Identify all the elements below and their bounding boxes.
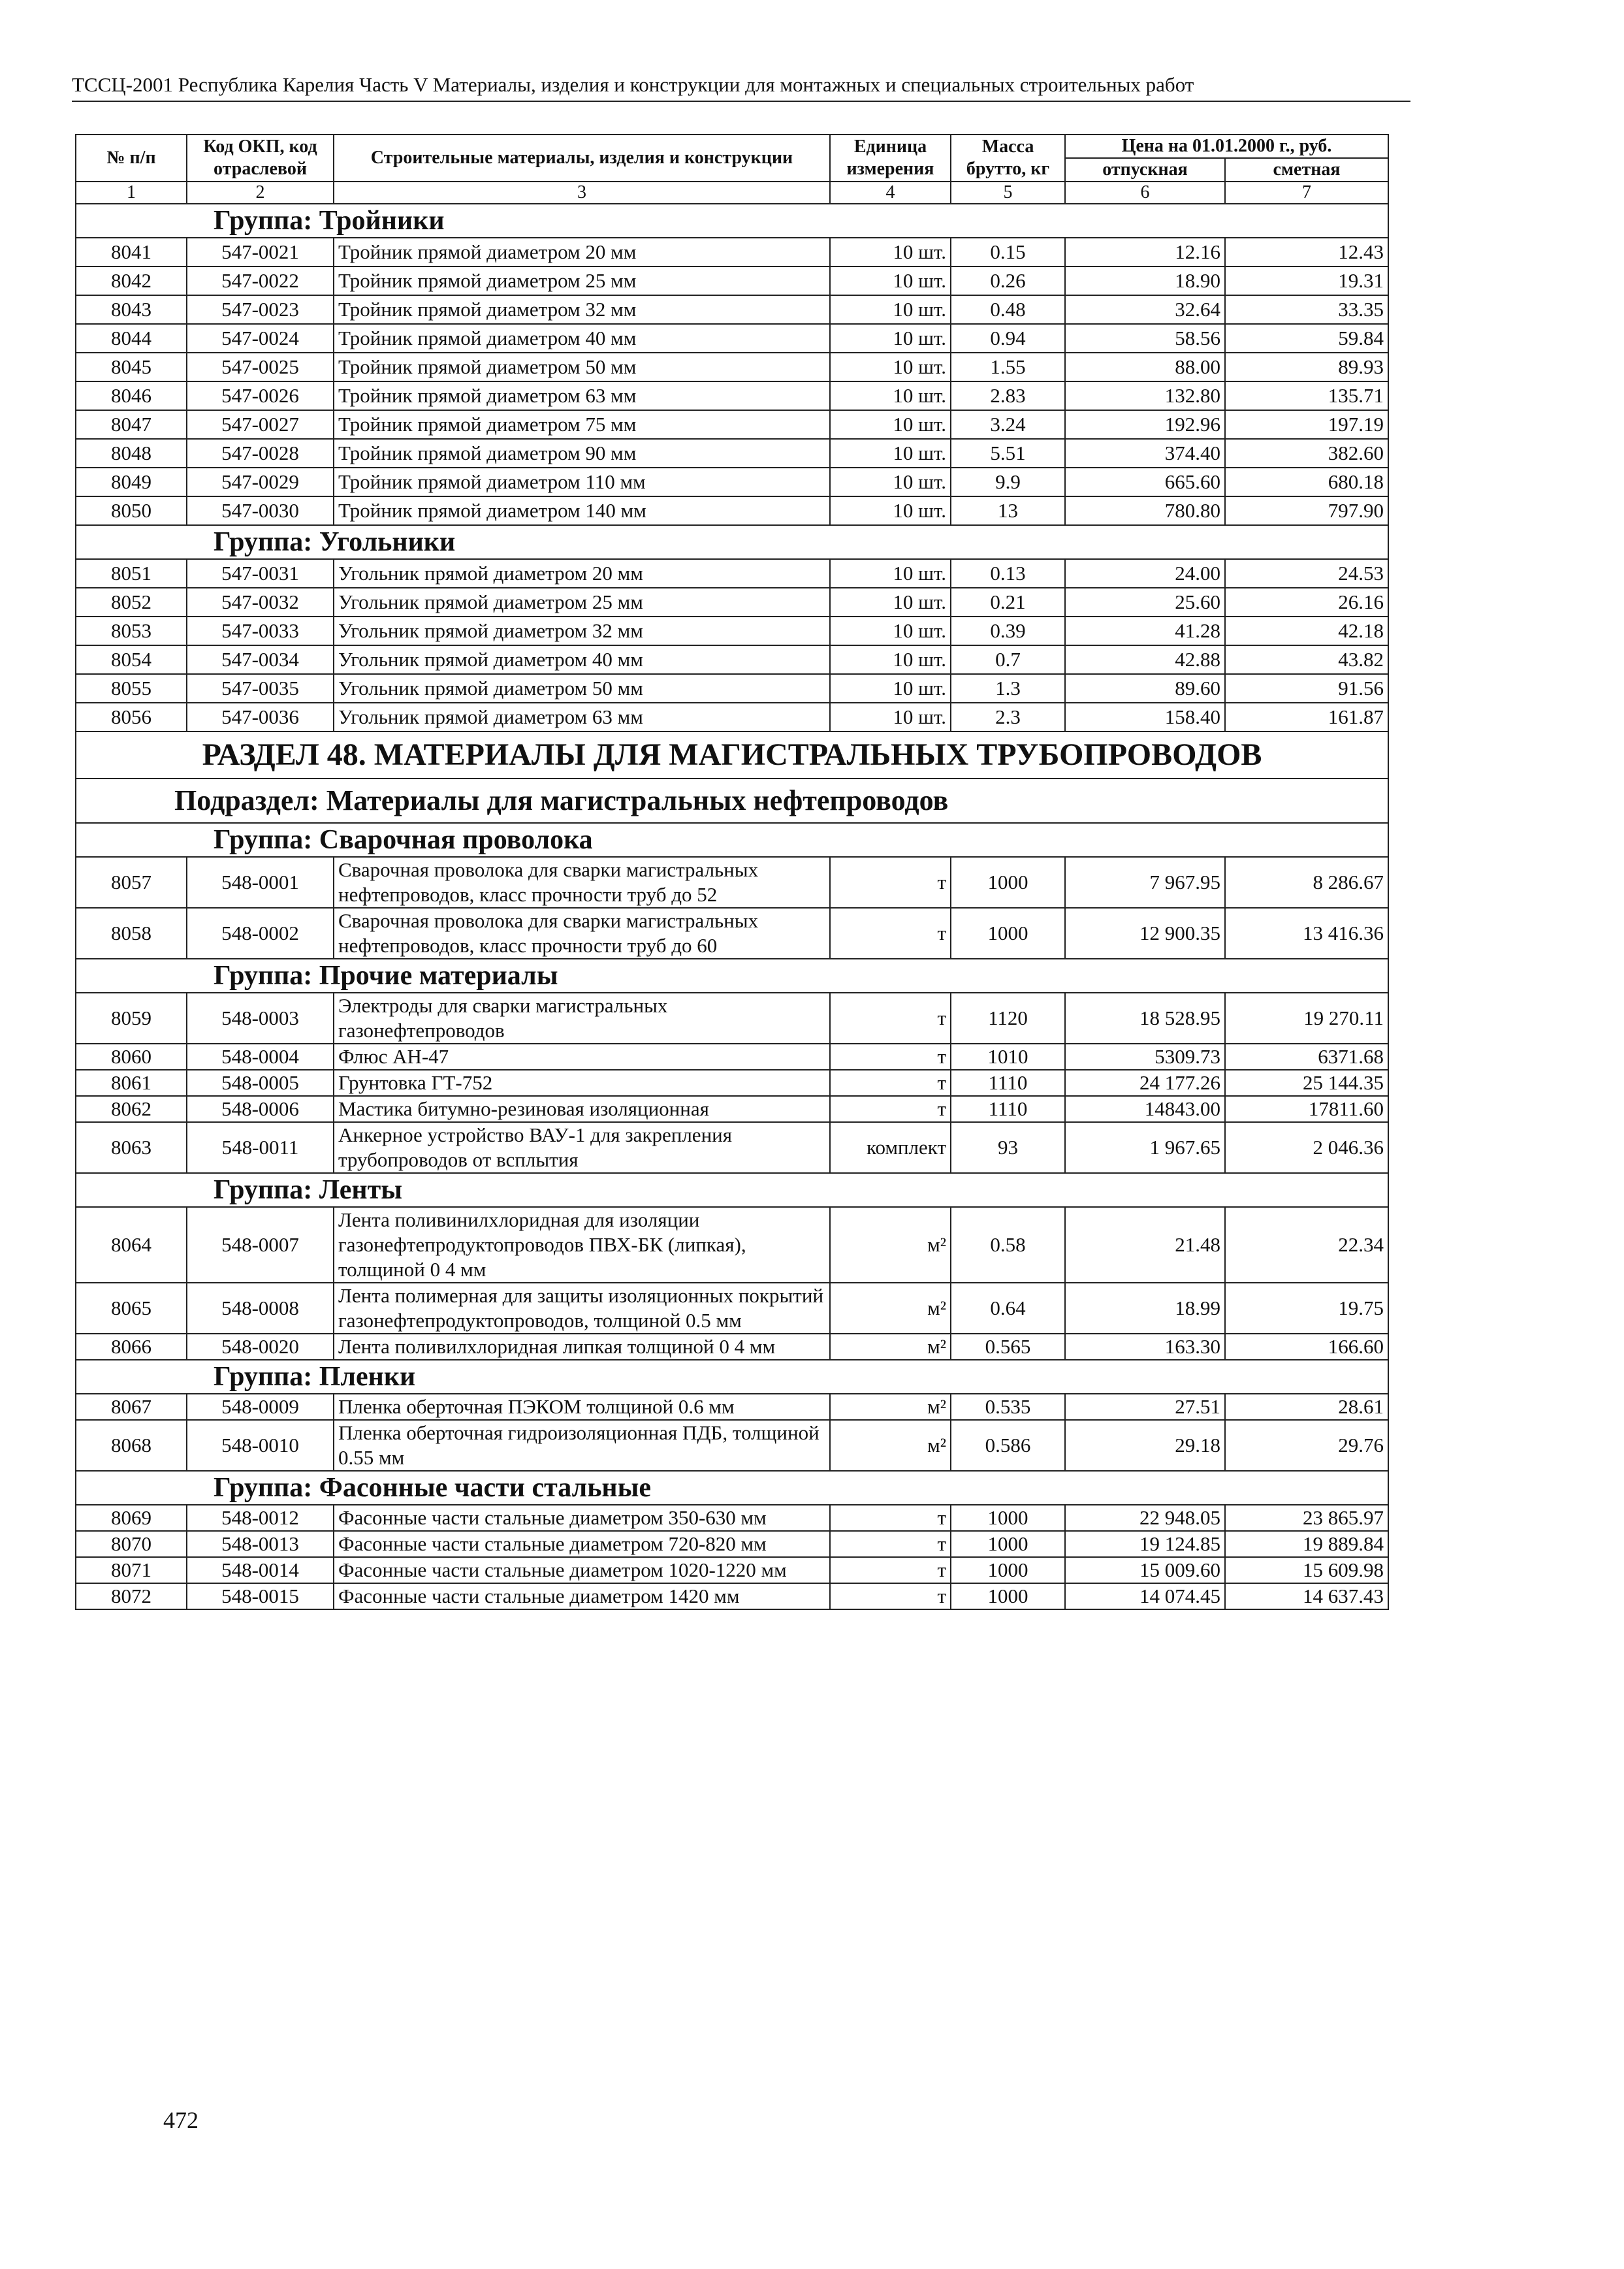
cell-n: 8058 bbox=[76, 908, 187, 959]
cell-code: 547-0022 bbox=[187, 266, 334, 295]
table-row bbox=[76, 353, 1388, 381]
table-row bbox=[76, 1096, 1388, 1122]
cell-code: 547-0023 bbox=[187, 295, 334, 324]
cell-name: Флюс АН-47 bbox=[334, 1044, 830, 1070]
cell-release: 21.48 bbox=[1065, 1207, 1225, 1283]
cell-n: 8056 bbox=[76, 703, 187, 732]
table-row bbox=[76, 1505, 1388, 1531]
col-number: 5 bbox=[951, 182, 1065, 204]
column-number-row bbox=[76, 182, 1388, 204]
cell-unit: 10 шт. bbox=[830, 266, 951, 295]
col-number: 6 bbox=[1065, 182, 1225, 204]
cell-mass: 0.7 bbox=[951, 645, 1065, 674]
cell-release: 41.28 bbox=[1065, 617, 1225, 645]
cell-mass: 1110 bbox=[951, 1096, 1065, 1122]
table-row bbox=[76, 1583, 1388, 1609]
cell-unit: м² bbox=[830, 1207, 951, 1283]
cell-code: 548-0013 bbox=[187, 1531, 334, 1557]
cell-mass: 93 bbox=[951, 1122, 1065, 1173]
cell-release: 32.64 bbox=[1065, 295, 1225, 324]
cell-unit: комплект bbox=[830, 1122, 951, 1173]
cell-name: Тройник прямой диаметром 75 мм bbox=[334, 410, 830, 439]
cell-code: 547-0028 bbox=[187, 439, 334, 468]
cell-code: 547-0025 bbox=[187, 353, 334, 381]
table-row bbox=[76, 1122, 1388, 1173]
cell-code: 548-0003 bbox=[187, 993, 334, 1044]
cell-estimate: 19 889.84 bbox=[1225, 1531, 1388, 1557]
cell-release: 18 528.95 bbox=[1065, 993, 1225, 1044]
cell-unit: 10 шт. bbox=[830, 674, 951, 703]
cell-code: 548-0009 bbox=[187, 1394, 334, 1420]
cell-mass: 1000 bbox=[951, 1531, 1065, 1557]
cell-mass: 1010 bbox=[951, 1044, 1065, 1070]
table-row bbox=[76, 1070, 1388, 1096]
cell-release: 12 900.35 bbox=[1065, 908, 1225, 959]
cell-release: 58.56 bbox=[1065, 324, 1225, 353]
cell-release: 24 177.26 bbox=[1065, 1070, 1225, 1096]
cell-release: 374.40 bbox=[1065, 439, 1225, 468]
cell-release: 192.96 bbox=[1065, 410, 1225, 439]
page-header: ТССЦ-2001 Республика Карелия Часть V Материалы, изделия и конструкции для монтажных и специальных строительных работ bbox=[72, 73, 1410, 102]
cell-n: 8043 bbox=[76, 295, 187, 324]
cell-code: 547-0021 bbox=[187, 238, 334, 266]
cell-n: 8071 bbox=[76, 1557, 187, 1583]
cell-estimate: 17811.60 bbox=[1225, 1096, 1388, 1122]
cell-mass: 1000 bbox=[951, 1505, 1065, 1531]
cell-unit: т bbox=[830, 1557, 951, 1583]
cell-estimate: 25 144.35 bbox=[1225, 1070, 1388, 1096]
cell-release: 19 124.85 bbox=[1065, 1531, 1225, 1557]
cell-mass: 0.39 bbox=[951, 617, 1065, 645]
cell-estimate: 13 416.36 bbox=[1225, 908, 1388, 959]
col-header-unit: Единица измерения bbox=[830, 135, 951, 182]
table-row bbox=[76, 266, 1388, 295]
cell-unit: м² bbox=[830, 1283, 951, 1334]
cell-estimate: 19.31 bbox=[1225, 266, 1388, 295]
cell-name: Мастика битумно-резиновая изоляционная bbox=[334, 1096, 830, 1122]
cell-mass: 1000 bbox=[951, 1583, 1065, 1609]
cell-name: Тройник прямой диаметром 40 мм bbox=[334, 324, 830, 353]
cell-unit: т bbox=[830, 1070, 951, 1096]
cell-release: 89.60 bbox=[1065, 674, 1225, 703]
cell-unit: т bbox=[830, 1096, 951, 1122]
cell-code: 547-0026 bbox=[187, 381, 334, 410]
cell-name: Тройник прямой диаметром 63 мм bbox=[334, 381, 830, 410]
cell-code: 547-0033 bbox=[187, 617, 334, 645]
table-row bbox=[76, 703, 1388, 732]
cell-n: 8052 bbox=[76, 588, 187, 617]
col-header-estimate: сметная bbox=[1225, 158, 1388, 182]
table-row bbox=[76, 588, 1388, 617]
cell-name: Сварочная проволока для сварки магистральных нефтепроводов, класс прочности труб до 52 bbox=[334, 857, 830, 908]
cell-unit: 10 шт. bbox=[830, 353, 951, 381]
table-row bbox=[76, 324, 1388, 353]
cell-code: 548-0005 bbox=[187, 1070, 334, 1096]
cell-release: 18.99 bbox=[1065, 1283, 1225, 1334]
cell-n: 8047 bbox=[76, 410, 187, 439]
cell-release: 15 009.60 bbox=[1065, 1557, 1225, 1583]
col-header-mass: Масса брутто, кг bbox=[951, 135, 1065, 182]
cell-mass: 0.15 bbox=[951, 238, 1065, 266]
section-heading: РАЗДЕЛ 48. МАТЕРИАЛЫ ДЛЯ МАГИСТРАЛЬНЫХ ТРУБОПРОВОДОВ bbox=[76, 732, 1388, 779]
table-row bbox=[76, 439, 1388, 468]
cell-mass: 1000 bbox=[951, 857, 1065, 908]
cell-code: 547-0030 bbox=[187, 496, 334, 525]
cell-estimate: 19 270.11 bbox=[1225, 993, 1388, 1044]
cell-estimate: 8 286.67 bbox=[1225, 857, 1388, 908]
cell-estimate: 89.93 bbox=[1225, 353, 1388, 381]
group-heading-row bbox=[76, 1173, 1388, 1207]
cell-estimate: 12.43 bbox=[1225, 238, 1388, 266]
table-row bbox=[76, 645, 1388, 674]
cell-unit: т bbox=[830, 1044, 951, 1070]
cell-n: 8059 bbox=[76, 993, 187, 1044]
cell-unit: 10 шт. bbox=[830, 439, 951, 468]
cell-n: 8067 bbox=[76, 1394, 187, 1420]
cell-mass: 0.26 bbox=[951, 266, 1065, 295]
cell-release: 25.60 bbox=[1065, 588, 1225, 617]
cell-name: Лента поливинилхлоридная для изоляции газонефтепродуктопроводов ПВХ-БК (липкая), толщиной 0 4 мм bbox=[334, 1207, 830, 1283]
cell-name: Тройник прямой диаметром 140 мм bbox=[334, 496, 830, 525]
table-row bbox=[76, 295, 1388, 324]
cell-code: 548-0020 bbox=[187, 1334, 334, 1360]
cell-name: Пленка оберточная ПЭКОМ толщиной 0.6 мм bbox=[334, 1394, 830, 1420]
cell-unit: 10 шт. bbox=[830, 324, 951, 353]
table-row bbox=[76, 1334, 1388, 1360]
cell-n: 8053 bbox=[76, 617, 187, 645]
cell-mass: 0.94 bbox=[951, 324, 1065, 353]
cell-n: 8060 bbox=[76, 1044, 187, 1070]
cell-name: Грунтовка ГТ-752 bbox=[334, 1070, 830, 1096]
cell-release: 7 967.95 bbox=[1065, 857, 1225, 908]
cell-estimate: 15 609.98 bbox=[1225, 1557, 1388, 1583]
table-row bbox=[76, 993, 1388, 1044]
cell-code: 548-0014 bbox=[187, 1557, 334, 1583]
cell-name: Тройник прямой диаметром 110 мм bbox=[334, 468, 830, 496]
cell-n: 8070 bbox=[76, 1531, 187, 1557]
cell-release: 27.51 bbox=[1065, 1394, 1225, 1420]
cell-unit: 10 шт. bbox=[830, 295, 951, 324]
group-heading: Группа: Угольники bbox=[76, 525, 1388, 559]
col-number: 7 bbox=[1225, 182, 1388, 204]
cell-mass: 1120 bbox=[951, 993, 1065, 1044]
cell-estimate: 59.84 bbox=[1225, 324, 1388, 353]
cell-code: 548-0006 bbox=[187, 1096, 334, 1122]
cell-mass: 13 bbox=[951, 496, 1065, 525]
group-heading: Группа: Тройники bbox=[76, 204, 1388, 238]
group-heading: Группа: Ленты bbox=[76, 1173, 1388, 1207]
table-body bbox=[76, 204, 1388, 1609]
cell-n: 8049 bbox=[76, 468, 187, 496]
group-heading-row bbox=[76, 1471, 1388, 1505]
cell-estimate: 33.35 bbox=[1225, 295, 1388, 324]
subsection-heading: Подраздел: Материалы для магистральных нефтепроводов bbox=[76, 779, 1388, 823]
cell-release: 1 967.65 bbox=[1065, 1122, 1225, 1173]
cell-release: 29.18 bbox=[1065, 1420, 1225, 1471]
col-number: 1 bbox=[76, 182, 187, 204]
cell-estimate: 14 637.43 bbox=[1225, 1583, 1388, 1609]
cell-mass: 0.64 bbox=[951, 1283, 1065, 1334]
cell-name: Лента полимерная для защиты изоляционных покрытий газонефтепродуктопроводов, толщиной 0.5 мм bbox=[334, 1283, 830, 1334]
cell-release: 14 074.45 bbox=[1065, 1583, 1225, 1609]
cell-release: 158.40 bbox=[1065, 703, 1225, 732]
cell-mass: 1000 bbox=[951, 908, 1065, 959]
cell-code: 548-0015 bbox=[187, 1583, 334, 1609]
cell-release: 14843.00 bbox=[1065, 1096, 1225, 1122]
group-heading: Группа: Прочие материалы bbox=[76, 959, 1388, 993]
table-row bbox=[76, 1557, 1388, 1583]
table-row bbox=[76, 1044, 1388, 1070]
cell-n: 8042 bbox=[76, 266, 187, 295]
cell-unit: т bbox=[830, 993, 951, 1044]
col-header-n: № п/п bbox=[76, 135, 187, 182]
col-header-release: отпускная bbox=[1065, 158, 1225, 182]
cell-estimate: 161.87 bbox=[1225, 703, 1388, 732]
table-row bbox=[76, 1420, 1388, 1471]
cell-name: Пленка оберточная гидроизоляционная ПДБ, толщиной 0.55 мм bbox=[334, 1420, 830, 1471]
cell-name: Угольник прямой диаметром 20 мм bbox=[334, 559, 830, 588]
cell-code: 548-0008 bbox=[187, 1283, 334, 1334]
col-header-price: Цена на 01.01.2000 г., руб. bbox=[1065, 135, 1388, 158]
cell-code: 547-0036 bbox=[187, 703, 334, 732]
cell-mass: 1.55 bbox=[951, 353, 1065, 381]
table-row bbox=[76, 468, 1388, 496]
cell-estimate: 6371.68 bbox=[1225, 1044, 1388, 1070]
cell-unit: т bbox=[830, 1505, 951, 1531]
cell-mass: 1.3 bbox=[951, 674, 1065, 703]
cell-mass: 0.48 bbox=[951, 295, 1065, 324]
cell-estimate: 19.75 bbox=[1225, 1283, 1388, 1334]
table-row bbox=[76, 857, 1388, 908]
cell-estimate: 797.90 bbox=[1225, 496, 1388, 525]
cell-unit: 10 шт. bbox=[830, 703, 951, 732]
cell-code: 548-0004 bbox=[187, 1044, 334, 1070]
cell-name: Угольник прямой диаметром 63 мм bbox=[334, 703, 830, 732]
cell-release: 24.00 bbox=[1065, 559, 1225, 588]
cell-name: Угольник прямой диаметром 25 мм bbox=[334, 588, 830, 617]
cell-estimate: 91.56 bbox=[1225, 674, 1388, 703]
table-row bbox=[76, 410, 1388, 439]
cell-n: 8065 bbox=[76, 1283, 187, 1334]
cell-unit: 10 шт. bbox=[830, 410, 951, 439]
cell-code: 547-0034 bbox=[187, 645, 334, 674]
section-heading-row bbox=[76, 732, 1388, 779]
cell-n: 8069 bbox=[76, 1505, 187, 1531]
cell-name: Сварочная проволока для сварки магистральных нефтепроводов, класс прочности труб до 60 bbox=[334, 908, 830, 959]
cell-mass: 0.21 bbox=[951, 588, 1065, 617]
cell-name: Тройник прямой диаметром 25 мм bbox=[334, 266, 830, 295]
group-heading-row bbox=[76, 204, 1388, 238]
cell-name: Лента поливилхлоридная липкая толщиной 0 4 мм bbox=[334, 1334, 830, 1360]
cell-n: 8064 bbox=[76, 1207, 187, 1283]
cell-release: 132.80 bbox=[1065, 381, 1225, 410]
cell-estimate: 24.53 bbox=[1225, 559, 1388, 588]
cell-mass: 9.9 bbox=[951, 468, 1065, 496]
cell-n: 8068 bbox=[76, 1420, 187, 1471]
cell-name: Фасонные части стальные диаметром 350-630 мм bbox=[334, 1505, 830, 1531]
group-heading-row bbox=[76, 1360, 1388, 1394]
cell-release: 665.60 bbox=[1065, 468, 1225, 496]
group-heading-row bbox=[76, 959, 1388, 993]
cell-estimate: 29.76 bbox=[1225, 1420, 1388, 1471]
cell-estimate: 135.71 bbox=[1225, 381, 1388, 410]
cell-code: 547-0024 bbox=[187, 324, 334, 353]
cell-mass: 5.51 bbox=[951, 439, 1065, 468]
table-row bbox=[76, 1283, 1388, 1334]
table-row bbox=[76, 496, 1388, 525]
cell-n: 8048 bbox=[76, 439, 187, 468]
group-heading-row bbox=[76, 525, 1388, 559]
cell-estimate: 680.18 bbox=[1225, 468, 1388, 496]
cell-unit: 10 шт. bbox=[830, 468, 951, 496]
cell-estimate: 197.19 bbox=[1225, 410, 1388, 439]
cell-estimate: 22.34 bbox=[1225, 1207, 1388, 1283]
group-heading: Группа: Сварочная проволока bbox=[76, 823, 1388, 857]
cell-name: Тройник прямой диаметром 90 мм bbox=[334, 439, 830, 468]
cell-unit: 10 шт. bbox=[830, 559, 951, 588]
cell-name: Фасонные части стальные диаметром 1420 мм bbox=[334, 1583, 830, 1609]
col-number: 4 bbox=[830, 182, 951, 204]
cell-mass: 0.13 bbox=[951, 559, 1065, 588]
table-row bbox=[76, 617, 1388, 645]
cell-unit: т bbox=[830, 908, 951, 959]
cell-mass: 0.586 bbox=[951, 1420, 1065, 1471]
cell-unit: т bbox=[830, 1583, 951, 1609]
group-heading: Группа: Фасонные части стальные bbox=[76, 1471, 1388, 1505]
page-number: 472 bbox=[163, 2107, 199, 2133]
cell-n: 8062 bbox=[76, 1096, 187, 1122]
cell-unit: 10 шт. bbox=[830, 588, 951, 617]
cell-code: 548-0007 bbox=[187, 1207, 334, 1283]
table-row bbox=[76, 1207, 1388, 1283]
cell-n: 8054 bbox=[76, 645, 187, 674]
cell-name: Тройник прямой диаметром 50 мм bbox=[334, 353, 830, 381]
cell-code: 547-0031 bbox=[187, 559, 334, 588]
cell-mass: 1000 bbox=[951, 1557, 1065, 1583]
cell-estimate: 26.16 bbox=[1225, 588, 1388, 617]
subsection-heading-row bbox=[76, 779, 1388, 823]
cell-estimate: 28.61 bbox=[1225, 1394, 1388, 1420]
cell-release: 5309.73 bbox=[1065, 1044, 1225, 1070]
cell-estimate: 2 046.36 bbox=[1225, 1122, 1388, 1173]
table-row bbox=[76, 674, 1388, 703]
cell-release: 18.90 bbox=[1065, 266, 1225, 295]
cell-code: 547-0029 bbox=[187, 468, 334, 496]
cell-name: Тройник прямой диаметром 20 мм bbox=[334, 238, 830, 266]
cell-release: 780.80 bbox=[1065, 496, 1225, 525]
cell-release: 88.00 bbox=[1065, 353, 1225, 381]
table-row bbox=[76, 238, 1388, 266]
cell-unit: м² bbox=[830, 1334, 951, 1360]
cell-n: 8046 bbox=[76, 381, 187, 410]
cell-name: Тройник прямой диаметром 32 мм bbox=[334, 295, 830, 324]
table-row bbox=[76, 908, 1388, 959]
cell-mass: 0.535 bbox=[951, 1394, 1065, 1420]
cell-unit: т bbox=[830, 857, 951, 908]
cell-mass: 3.24 bbox=[951, 410, 1065, 439]
table-row bbox=[76, 1531, 1388, 1557]
cell-mass: 0.565 bbox=[951, 1334, 1065, 1360]
cell-code: 548-0012 bbox=[187, 1505, 334, 1531]
cell-unit: 10 шт. bbox=[830, 645, 951, 674]
cell-n: 8050 bbox=[76, 496, 187, 525]
group-heading: Группа: Пленки bbox=[76, 1360, 1388, 1394]
price-table bbox=[75, 134, 1389, 1610]
cell-n: 8063 bbox=[76, 1122, 187, 1173]
cell-release: 163.30 bbox=[1065, 1334, 1225, 1360]
cell-unit: т bbox=[830, 1531, 951, 1557]
cell-code: 548-0010 bbox=[187, 1420, 334, 1471]
cell-code: 548-0011 bbox=[187, 1122, 334, 1173]
cell-estimate: 382.60 bbox=[1225, 439, 1388, 468]
table-row bbox=[76, 1394, 1388, 1420]
cell-n: 8044 bbox=[76, 324, 187, 353]
cell-n: 8072 bbox=[76, 1583, 187, 1609]
cell-unit: м² bbox=[830, 1420, 951, 1471]
table-row bbox=[76, 559, 1388, 588]
cell-mass: 2.83 bbox=[951, 381, 1065, 410]
cell-code: 547-0035 bbox=[187, 674, 334, 703]
cell-name: Электроды для сварки магистральных газонефтепроводов bbox=[334, 993, 830, 1044]
cell-name: Угольник прямой диаметром 40 мм bbox=[334, 645, 830, 674]
cell-estimate: 43.82 bbox=[1225, 645, 1388, 674]
cell-unit: 10 шт. bbox=[830, 381, 951, 410]
cell-estimate: 23 865.97 bbox=[1225, 1505, 1388, 1531]
cell-code: 548-0002 bbox=[187, 908, 334, 959]
cell-mass: 2.3 bbox=[951, 703, 1065, 732]
cell-n: 8051 bbox=[76, 559, 187, 588]
cell-code: 548-0001 bbox=[187, 857, 334, 908]
cell-unit: 10 шт. bbox=[830, 496, 951, 525]
cell-name: Фасонные части стальные диаметром 720-820 мм bbox=[334, 1531, 830, 1557]
cell-n: 8061 bbox=[76, 1070, 187, 1096]
cell-code: 547-0032 bbox=[187, 588, 334, 617]
cell-mass: 1110 bbox=[951, 1070, 1065, 1096]
col-header-code: Код ОКП, код отраслевой bbox=[187, 135, 334, 182]
cell-release: 12.16 bbox=[1065, 238, 1225, 266]
cell-name: Угольник прямой диаметром 50 мм bbox=[334, 674, 830, 703]
cell-estimate: 166.60 bbox=[1225, 1334, 1388, 1360]
cell-n: 8045 bbox=[76, 353, 187, 381]
cell-unit: м² bbox=[830, 1394, 951, 1420]
cell-n: 8055 bbox=[76, 674, 187, 703]
cell-release: 22 948.05 bbox=[1065, 1505, 1225, 1531]
cell-n: 8066 bbox=[76, 1334, 187, 1360]
table-row bbox=[76, 381, 1388, 410]
cell-name: Фасонные части стальные диаметром 1020-1220 мм bbox=[334, 1557, 830, 1583]
cell-n: 8057 bbox=[76, 857, 187, 908]
cell-mass: 0.58 bbox=[951, 1207, 1065, 1283]
cell-release: 42.88 bbox=[1065, 645, 1225, 674]
cell-estimate: 42.18 bbox=[1225, 617, 1388, 645]
cell-code: 547-0027 bbox=[187, 410, 334, 439]
cell-name: Анкерное устройство ВАУ-1 для закрепления трубопроводов от всплытия bbox=[334, 1122, 830, 1173]
group-heading-row bbox=[76, 823, 1388, 857]
cell-unit: 10 шт. bbox=[830, 617, 951, 645]
col-header-name: Строительные материалы, изделия и конструкции bbox=[334, 135, 830, 182]
cell-name: Угольник прямой диаметром 32 мм bbox=[334, 617, 830, 645]
cell-unit: 10 шт. bbox=[830, 238, 951, 266]
col-number: 3 bbox=[334, 182, 830, 204]
cell-n: 8041 bbox=[76, 238, 187, 266]
col-number: 2 bbox=[187, 182, 334, 204]
